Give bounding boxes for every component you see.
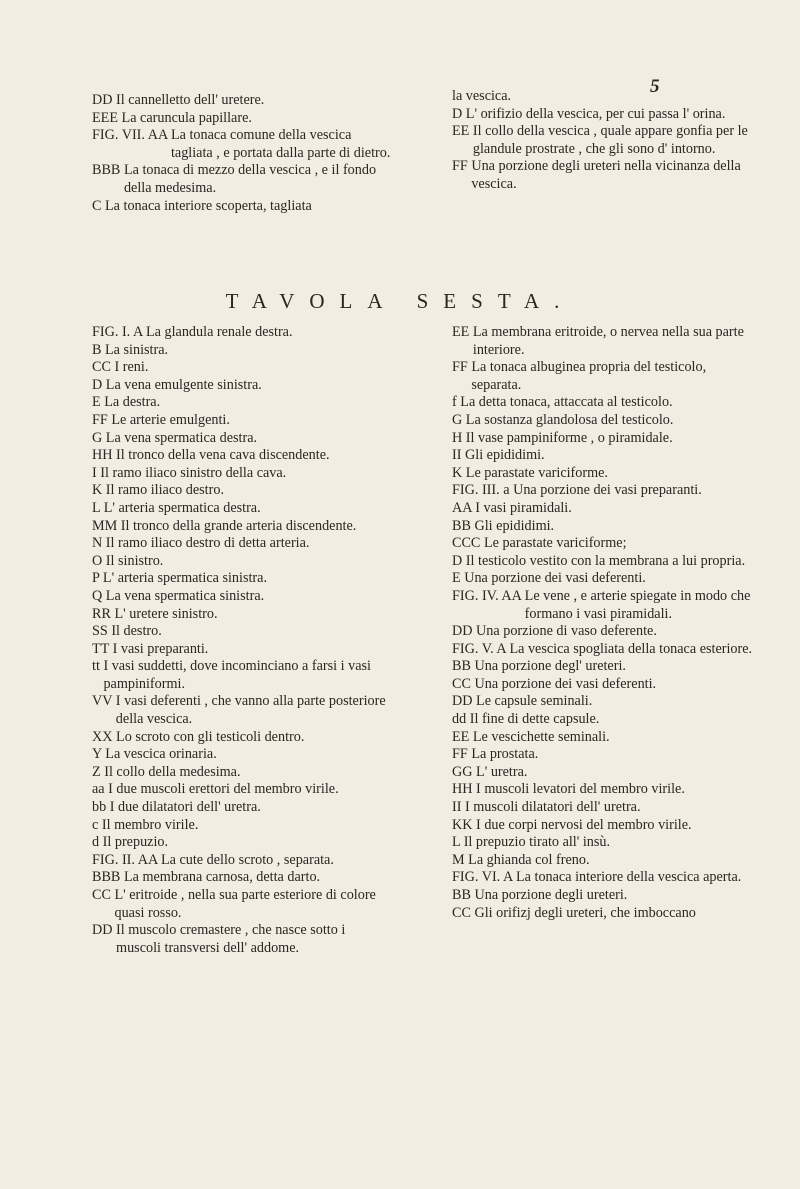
legend-text: Lo scroto con gli testicoli dentro. [116, 728, 305, 745]
legend-entry [92, 535, 392, 553]
legend-entry [452, 834, 758, 852]
legend-label: FF [452, 746, 472, 763]
legend-entry [92, 658, 392, 693]
legend-label: AA [452, 499, 476, 516]
legend-label: FIG. II. AA [92, 851, 161, 868]
legend-entry [452, 905, 758, 923]
legend-label: EEE [92, 109, 122, 126]
legend-text: L' arteria spermatica destra. [103, 499, 261, 516]
legend-label: bb [92, 799, 110, 816]
legend-text: I muscoli dilatatori dell' uretra. [465, 799, 641, 816]
legend-label: D [452, 105, 466, 122]
legend-label: N [92, 535, 106, 552]
legend-label: SS [92, 623, 112, 640]
legend-text: La membrana carnosa, detta darto. [123, 869, 321, 886]
legend-text: la vescica. [452, 88, 512, 104]
legend-text: Gli orifizj degli ureteri, che imboccano [474, 904, 696, 921]
legend-entry [92, 412, 392, 430]
legend-label: EE [452, 324, 473, 340]
legend-text: La vena spermatica sinistra. [105, 587, 265, 604]
legend-entry [92, 553, 392, 571]
legend-text: La ghianda col freno. [468, 851, 590, 868]
legend-text: Il tronco della vena cava discendente. [116, 447, 330, 464]
legend-label: aa [92, 781, 109, 798]
legend-text: I reni. [114, 359, 149, 376]
legend-label: B [92, 341, 106, 358]
legend-entry [452, 412, 758, 430]
legend-label: c [92, 816, 102, 833]
legend-text: I vasi preparanti. [112, 640, 209, 657]
legend-entry [92, 500, 392, 518]
legend-label: Q [92, 587, 106, 604]
legend-label: K [92, 482, 106, 499]
legend-label: GG [452, 763, 477, 780]
legend-label: M [452, 851, 469, 868]
legend-text: La destra. [104, 394, 161, 411]
legend-entry [92, 781, 392, 799]
legend-entry [92, 162, 392, 197]
legend-entry [452, 676, 758, 694]
legend-entry [92, 852, 392, 870]
legend-label: FIG. I. A [92, 324, 146, 340]
legend-text: La prostata. [471, 746, 539, 763]
legend-label: E [452, 570, 465, 587]
legend-text: L' uretere sinistro. [114, 605, 218, 622]
legend-entry [92, 641, 392, 659]
legend-entry [452, 570, 758, 588]
legend-label: DD [92, 92, 117, 108]
legend-entry [92, 729, 392, 747]
legend-entry [452, 447, 758, 465]
legend-label: CC [452, 904, 475, 921]
legend-text: I due muscoli erettori del membro virile. [108, 781, 339, 798]
legend-label: FIG. III. a [452, 482, 514, 499]
legend-entry [452, 781, 758, 799]
legend-entry [452, 729, 758, 747]
legend-label: BB [452, 658, 475, 675]
legend-text: Le capsule seminali. [476, 693, 593, 710]
legend-label: BB [452, 887, 475, 903]
bottom-left-column [92, 324, 392, 957]
legend-text: L' eritroide , nella sua parte esteriore di colore quasi rosso. [114, 887, 376, 921]
legend-text: Il collo della medesima. [104, 763, 241, 780]
legend-label: EE [452, 123, 473, 140]
legend-entry [452, 658, 758, 676]
legend-label: Y [92, 746, 106, 763]
legend-label: TT [92, 640, 113, 657]
legend-label: E [92, 394, 105, 411]
legend-label: CC [92, 887, 115, 903]
legend-label: BB [452, 517, 475, 534]
legend-label: d [92, 834, 103, 851]
legend-text: Il fine di dette capsule. [469, 711, 600, 728]
legend-entry [452, 430, 758, 448]
legend-text: La vena emulgente sinistra. [105, 376, 262, 393]
legend-text: L' orifizio della vescica, per cui passa l' orina. [465, 105, 726, 122]
legend-label: f [452, 394, 461, 411]
legend-entry [452, 711, 758, 729]
legend-text: Il testicolo vestito con la membrana a lui propria. [465, 552, 746, 569]
legend-entry [92, 518, 392, 536]
legend-text: Le parastate variciforme; [483, 535, 627, 552]
bottom-right-column [452, 324, 758, 922]
legend-label: FIG. IV. AA [452, 587, 525, 604]
legend-text: I muscoli levatori del membro virile. [476, 781, 685, 798]
legend-text: I vasi piramidali. [475, 499, 572, 516]
legend-label: tt [92, 658, 104, 675]
legend-text: I due corpi nervosi del membro virile. [476, 816, 692, 833]
legend-label: D [92, 376, 106, 393]
legend-entry [92, 198, 392, 216]
legend-text: Il ramo iliaco destro. [105, 482, 224, 499]
legend-label: C [92, 197, 106, 214]
legend-entry [452, 123, 758, 158]
legend-label: FIG. VI. A [452, 869, 516, 886]
legend-entry [452, 746, 758, 764]
legend-text: Le vescichette seminali. [472, 728, 610, 745]
legend-text: La tonaca albuginea propria del testicolo, separata. [471, 359, 707, 393]
legend-text: La tonaca di mezzo della vescica , e il fondo della medesima. [123, 162, 377, 196]
legend-text: Il collo della vescica , quale appare gonfia per le glandule prostrate , che gli sono d' intorno. [472, 123, 748, 157]
legend-text: La cute dello scroto , separata. [160, 851, 334, 868]
legend-entry [92, 110, 392, 128]
legend-text: Il membro virile. [101, 816, 199, 833]
legend-text: I vasi suddetti, dove incominciano a farsi i vasi pampiniformi. [103, 658, 371, 692]
legend-text: La sinistra. [105, 341, 169, 358]
legend-label: KK [452, 816, 477, 833]
legend-entry [452, 158, 758, 193]
legend-label: dd [452, 711, 470, 728]
legend-entry [92, 623, 392, 641]
legend-entry [92, 588, 392, 606]
legend-label: BBB [92, 162, 124, 179]
legend-entry [452, 88, 758, 106]
legend-text: Le parastate variciforme. [465, 464, 608, 481]
legend-text: I vasi deferenti , che vanno alla parte posteriore della vescica. [115, 693, 386, 728]
legend-text: Una porzione dei vasi deferenti. [464, 570, 646, 587]
legend-text: Una porzione degli ureteri nella vicinanza della vescica. [471, 158, 741, 192]
legend-text: La detta tonaca, attaccata al testicolo. [460, 394, 673, 411]
legend-label: DD [452, 693, 477, 710]
legend-text: Il cannelletto dell' uretere. [116, 92, 265, 108]
legend-label: L [452, 834, 464, 851]
legend-text: Il ramo iliaco sinistro della cava. [100, 464, 287, 481]
legend-label: HH [92, 447, 117, 464]
legend-label: G [452, 411, 466, 428]
legend-text: I due dilatatori dell' uretra. [109, 799, 261, 816]
legend-text: Una porzione di vaso deferente. [476, 623, 657, 640]
legend-entry [92, 922, 392, 957]
legend-entry [92, 834, 392, 852]
legend-entry [92, 430, 392, 448]
legend-entry [92, 764, 392, 782]
legend-label: HH [452, 781, 477, 798]
legend-text: La tonaca interiore della vescica aperta. [516, 869, 742, 886]
legend-text: Una porzione dei vasi preparanti. [513, 482, 702, 499]
legend-label: VV [92, 693, 116, 710]
legend-label: L [92, 499, 104, 516]
legend-label: RR [92, 605, 115, 622]
legend-text: Il muscolo cremastere , che nasce sotto i muscoli transversi dell' addome. [116, 922, 346, 956]
legend-entry [92, 746, 392, 764]
legend-text: La tonaca comune della vescica tagliata , e portata dalla parte di dietro. [170, 127, 391, 161]
legend-text: La caruncula papillare. [121, 109, 252, 126]
legend-text: Il prepuzio. [102, 834, 169, 851]
legend-label: CC [452, 675, 475, 692]
legend-entry [452, 799, 758, 817]
legend-entry [92, 359, 392, 377]
legend-entry [452, 535, 758, 553]
legend-entry [452, 553, 758, 571]
legend-text: Una porzione dei vasi deferenti. [474, 675, 657, 692]
legend-entry [452, 869, 758, 887]
legend-entry [452, 817, 758, 835]
legend-entry [452, 764, 758, 782]
legend-text: Il destro. [111, 623, 162, 640]
legend-entry [92, 92, 392, 110]
legend-entry [452, 324, 758, 359]
legend-label: CC [92, 359, 115, 376]
legend-entry [92, 447, 392, 465]
legend-text: La tonaca interiore scoperta, tagliata [105, 197, 312, 214]
legend-label: EE [452, 728, 473, 745]
legend-text: Le arterie emulgenti. [111, 411, 230, 428]
legend-label: FF [452, 158, 472, 175]
legend-entry [92, 606, 392, 624]
legend-label: XX [92, 728, 117, 745]
legend-entry [92, 887, 392, 922]
legend-text: L' arteria spermatica sinistra. [102, 570, 267, 587]
legend-text: Una porzione degli ureteri. [474, 887, 628, 903]
legend-entry [92, 799, 392, 817]
legend-label: K [452, 464, 466, 481]
legend-label: G [92, 429, 106, 446]
legend-entry [92, 324, 392, 342]
legend-text: La vescica orinaria. [105, 746, 217, 763]
legend-entry [452, 500, 758, 518]
legend-label: MM [92, 517, 121, 534]
legend-text: Il ramo iliaco destro di detta arteria. [105, 535, 310, 552]
legend-text: Il vase pampiniforme , o piramidale. [465, 429, 673, 446]
legend-entry [452, 852, 758, 870]
legend-entry [92, 693, 392, 728]
legend-text: L' uretra. [476, 763, 528, 780]
legend-entry [92, 817, 392, 835]
legend-label: Z [92, 763, 105, 780]
legend-entry [92, 394, 392, 412]
legend-text: Il tronco della grande arteria discendente. [120, 517, 357, 534]
plate-heading: TAVOLA SESTA. [225, 289, 575, 313]
legend-entry [92, 869, 392, 887]
top-right-column [452, 88, 758, 194]
legend-entry [452, 641, 758, 659]
legend-entry [92, 342, 392, 360]
legend-entry [452, 482, 758, 500]
legend-text: La glandula renale destra. [146, 324, 293, 340]
legend-entry [452, 106, 758, 124]
legend-entry [452, 623, 758, 641]
legend-text: Una porzione degl' ureteri. [474, 658, 626, 675]
page-number: 5 [650, 76, 660, 97]
legend-label: DD [452, 623, 477, 640]
legend-text: La sostanza glandolosa del testicolo. [465, 411, 674, 428]
legend-entry [452, 359, 758, 394]
legend-entry [452, 588, 758, 623]
legend-entry [452, 394, 758, 412]
legend-entry [452, 693, 758, 711]
legend-entry [92, 570, 392, 588]
legend-text: La vescica spogliata della tonaca esteriore. [509, 640, 753, 657]
legend-label: DD [92, 922, 117, 939]
legend-label: D [452, 552, 466, 569]
legend-text: La membrana eritroide, o nervea nella sua parte interiore. [472, 324, 744, 358]
legend-label: II [452, 447, 465, 464]
legend-entry [92, 377, 392, 395]
legend-text: La vena spermatica destra. [105, 429, 258, 446]
legend-label: O [92, 552, 106, 569]
legend-label: FIG. VII. AA [92, 127, 171, 144]
legend-text: Le vene , e arterie spiegate in modo che formano i vasi piramidali. [524, 587, 751, 622]
legend-entry [452, 518, 758, 536]
legend-text: Gli epididimi. [465, 447, 545, 464]
legend-label: CCC [452, 535, 484, 552]
legend-label: FF [452, 359, 472, 376]
legend-entry [92, 482, 392, 500]
legend-text: Il sinistro. [105, 552, 164, 569]
legend-label: FIG. V. A [452, 640, 510, 657]
legend-text: Il prepuzio tirato all' insù. [463, 834, 611, 851]
legend-label: BBB [92, 869, 124, 886]
legend-label: II [452, 799, 465, 816]
legend-label: I [92, 464, 101, 481]
legend-entry [452, 887, 758, 905]
legend-label: H [452, 429, 466, 446]
legend-entry [452, 465, 758, 483]
top-left-column [92, 92, 392, 215]
legend-entry [92, 127, 392, 162]
legend-entry [92, 465, 392, 483]
legend-label: P [92, 570, 103, 587]
legend-text: Gli epididimi. [474, 517, 555, 534]
legend-label: FF [92, 411, 112, 428]
